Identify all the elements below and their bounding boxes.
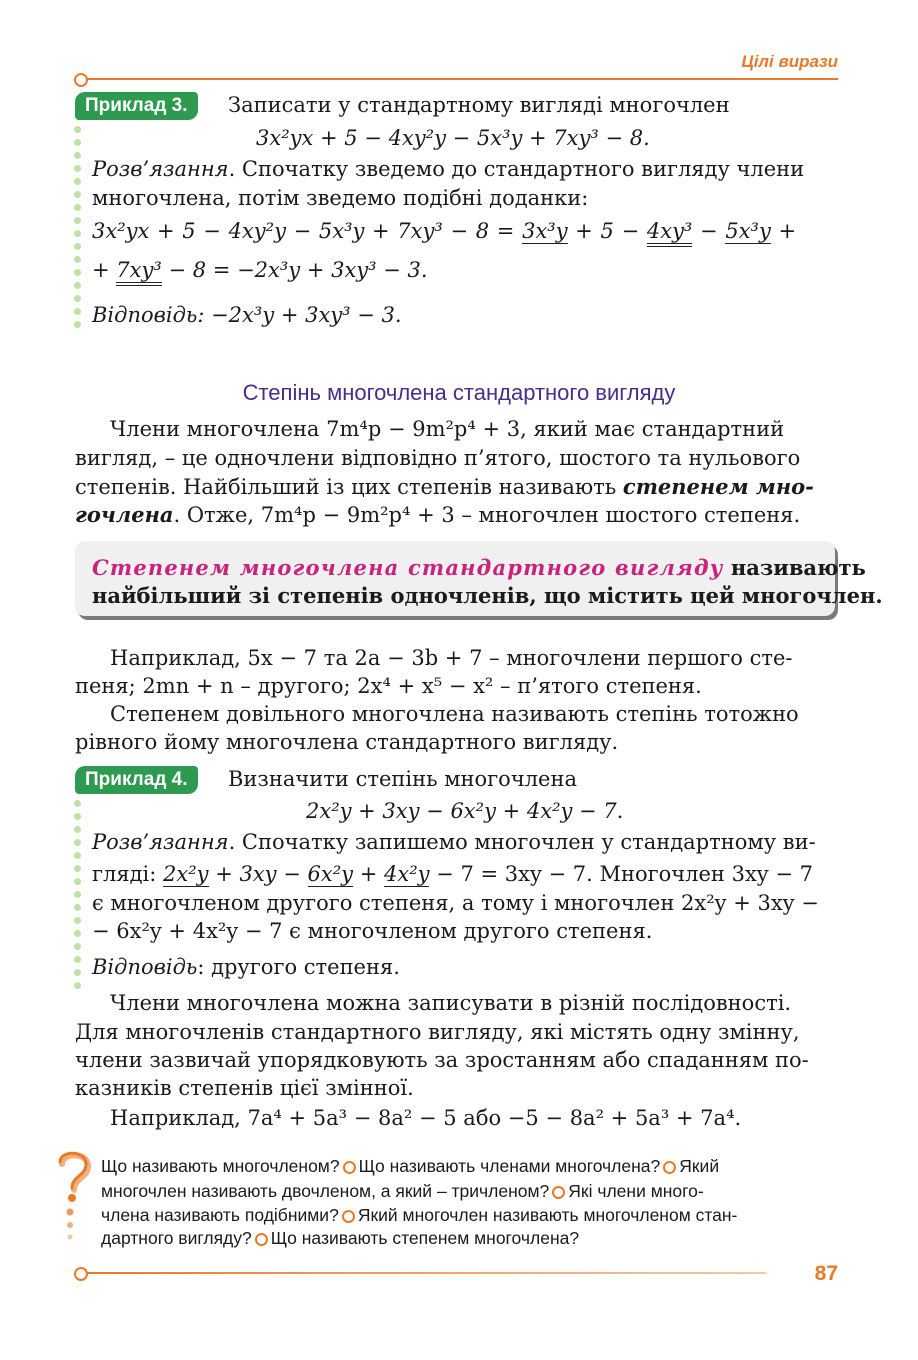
calc-expression: 3x²yx + 5 − 4xy²y − 5x³y + 7xy³ − 8 = bbox=[92, 219, 515, 243]
section-paragraph-line-4 bbox=[75, 500, 800, 530]
question-3a: Який bbox=[679, 1156, 720, 1176]
answer-text: : −2x³y + 3xy³ − 3. bbox=[197, 303, 402, 327]
question-mark-icon bbox=[54, 1150, 94, 1250]
questions-line-4 bbox=[101, 1226, 579, 1250]
examples-line-3: Степенем довільного многочлена називають степінь тотожно bbox=[110, 702, 799, 726]
definition-term: Степенем многочлена стандартного вигляду bbox=[92, 555, 724, 580]
term-2x2y: 2x²y bbox=[163, 862, 209, 886]
question-4a: Які члени много- bbox=[568, 1181, 704, 1201]
question-6: Що називають степенем многочлена? bbox=[270, 1228, 580, 1248]
paragraph-text: . Отже, 7m⁴p − 9m²p⁴ + 3 – многочлен шостого степеня. bbox=[173, 503, 801, 527]
calc-op: + bbox=[359, 862, 378, 886]
calc-op: + 3xy − bbox=[215, 862, 301, 886]
section-paragraph-line-3 bbox=[75, 472, 814, 502]
definition-text: називають bbox=[723, 555, 866, 580]
bullet-circle-icon bbox=[663, 1161, 676, 1174]
order-line-1: Члени многочлена можна записувати в різній послідовності. bbox=[110, 991, 792, 1015]
bullet-circle-icon bbox=[552, 1186, 565, 1199]
questions-line-1 bbox=[101, 1154, 719, 1178]
example-3-task: Записати у стандартному вигляді многочлен bbox=[228, 93, 730, 117]
order-line-4: казників степенів цієї змінної. bbox=[75, 1076, 414, 1100]
solution-text: . Спочатку зведемо до стандартного вигляду члени bbox=[228, 157, 805, 181]
example-4-solution-line-2 bbox=[92, 860, 813, 889]
section-paragraph-line-1: Члени многочлена 7m⁴p − 9m²p⁴ + 3, який має стандартний bbox=[110, 417, 785, 441]
calc-op: − bbox=[700, 219, 718, 243]
definition-line-1 bbox=[92, 553, 866, 582]
footer-rule bbox=[86, 1272, 766, 1274]
term-6x2y: 6x²y bbox=[307, 862, 353, 886]
example-3-dots bbox=[74, 126, 82, 334]
bullet-circle-icon bbox=[343, 1161, 356, 1174]
paragraph-text: степенів. Найбільший із цих степенів називають bbox=[75, 475, 623, 499]
term-3x3y: 3x³y bbox=[522, 219, 568, 243]
question-4b: члена називають подібними? bbox=[101, 1205, 339, 1225]
term-highlight: степенем мно- bbox=[622, 474, 814, 499]
page-number: 87 bbox=[814, 1262, 838, 1285]
definition-line-2: найбільший зі степенів одночленів, що містить цей многочлен. bbox=[92, 583, 883, 608]
example-3-solution-line-2: многочлена, потім зведемо подібні доданки: bbox=[92, 186, 589, 210]
example-4-task: Визначити степінь многочлена bbox=[228, 767, 577, 791]
example-3-calc-line-2 bbox=[92, 256, 428, 285]
footer-rule-start-icon bbox=[74, 1267, 88, 1281]
term-5x3y: 5x³y bbox=[725, 219, 771, 243]
question-5b: дартного вигляду? bbox=[101, 1228, 252, 1248]
example-4-dots bbox=[74, 800, 82, 995]
question-5a: Який многочлен називають многочленом стан- bbox=[357, 1205, 738, 1225]
questions-line-2 bbox=[101, 1179, 704, 1203]
solution-label: Розв’язання bbox=[92, 157, 229, 181]
example-3-badge: Приклад 3. bbox=[75, 92, 198, 120]
term-7xy3: 7xy³ bbox=[116, 258, 162, 286]
example-4-solution-line-3: є многочленом другого степеня, а тому і многочлен 2x²y + 3xy − bbox=[92, 891, 819, 915]
solution-text: − 7 = 3xy − 7. Многочлен 3xy − 7 bbox=[436, 862, 813, 886]
example-4-solution-line-4: − 6x²y + 4x²y − 7 є многочленом другого степеня. bbox=[92, 919, 653, 943]
question-1: Що називають многочленом? bbox=[101, 1156, 340, 1176]
calc-op: + bbox=[778, 219, 797, 243]
calc-op: + 5 − bbox=[575, 219, 640, 243]
term-highlight: гочлена bbox=[75, 502, 174, 527]
section-paragraph-line-2: вигляд, – це одночлени відповідно п’ятого, шостого та нульового bbox=[75, 446, 801, 470]
solution-text: . Спочатку запишемо многочлен у стандартному ви- bbox=[228, 830, 816, 854]
term-4x2y: 4x²y bbox=[383, 862, 430, 886]
question-2: Що називають членами многочлена? bbox=[358, 1156, 661, 1176]
calc-result: − 8 = −2x³y + 3xy³ − 3. bbox=[168, 258, 428, 282]
example-4-formula: 2x²y + 3xy − 6x²y + 4x²y − 7. bbox=[306, 799, 624, 823]
answer-label: Відповідь bbox=[92, 955, 198, 979]
example-3-solution-line-1 bbox=[92, 155, 804, 184]
example-4-badge: Приклад 4. bbox=[75, 766, 198, 794]
order-line-5: Наприклад, 7a⁴ + 5a³ − 8a² − 5 або −5 − 8a² + 5a³ + 7a⁴. bbox=[110, 1106, 742, 1130]
order-line-3: члени зазвичай упорядковують за зростанням або спаданням по- bbox=[75, 1048, 809, 1072]
header-rule bbox=[86, 78, 838, 80]
example-3-answer bbox=[92, 301, 402, 330]
header-rule-start-icon bbox=[74, 73, 88, 87]
example-4-answer bbox=[92, 953, 400, 982]
term-4xy3: 4xy³ bbox=[647, 219, 693, 247]
section-title: Степінь многочлена стандартного вигляду bbox=[242, 380, 676, 405]
calc-op: + bbox=[92, 258, 110, 282]
examples-line-1: Наприклад, 5x − 7 та 2a − 3b + 7 – многочлени першого сте- bbox=[110, 646, 793, 670]
question-3b: многочлен називають двочленом, а який – тричленом? bbox=[101, 1181, 550, 1201]
order-line-2: Для многочленів стандартного вигляду, які містять одну змінну, bbox=[75, 1020, 800, 1044]
examples-line-4: рівного йому многочлена стандартного вигляду. bbox=[75, 730, 619, 754]
solution-label: Розв’язання bbox=[92, 830, 229, 854]
example-3-calc-line-1 bbox=[92, 217, 796, 246]
answer-label: Відповідь bbox=[92, 303, 198, 327]
solution-text: гляді: bbox=[92, 862, 157, 886]
example-4-solution-line-1 bbox=[92, 828, 816, 857]
bullet-circle-icon bbox=[255, 1233, 268, 1246]
bullet-circle-icon bbox=[342, 1210, 355, 1223]
examples-line-2: пеня; 2mn + n – другого; 2x⁴ + x⁵ − x² – п’ятого степеня. bbox=[75, 674, 702, 698]
example-3-formula: 3x²yx + 5 − 4xy²y − 5x³y + 7xy³ − 8. bbox=[256, 126, 650, 150]
questions-line-3 bbox=[101, 1203, 737, 1227]
answer-text: : другого степеня. bbox=[197, 955, 400, 979]
chapter-title: Цілі вирази bbox=[741, 52, 838, 71]
